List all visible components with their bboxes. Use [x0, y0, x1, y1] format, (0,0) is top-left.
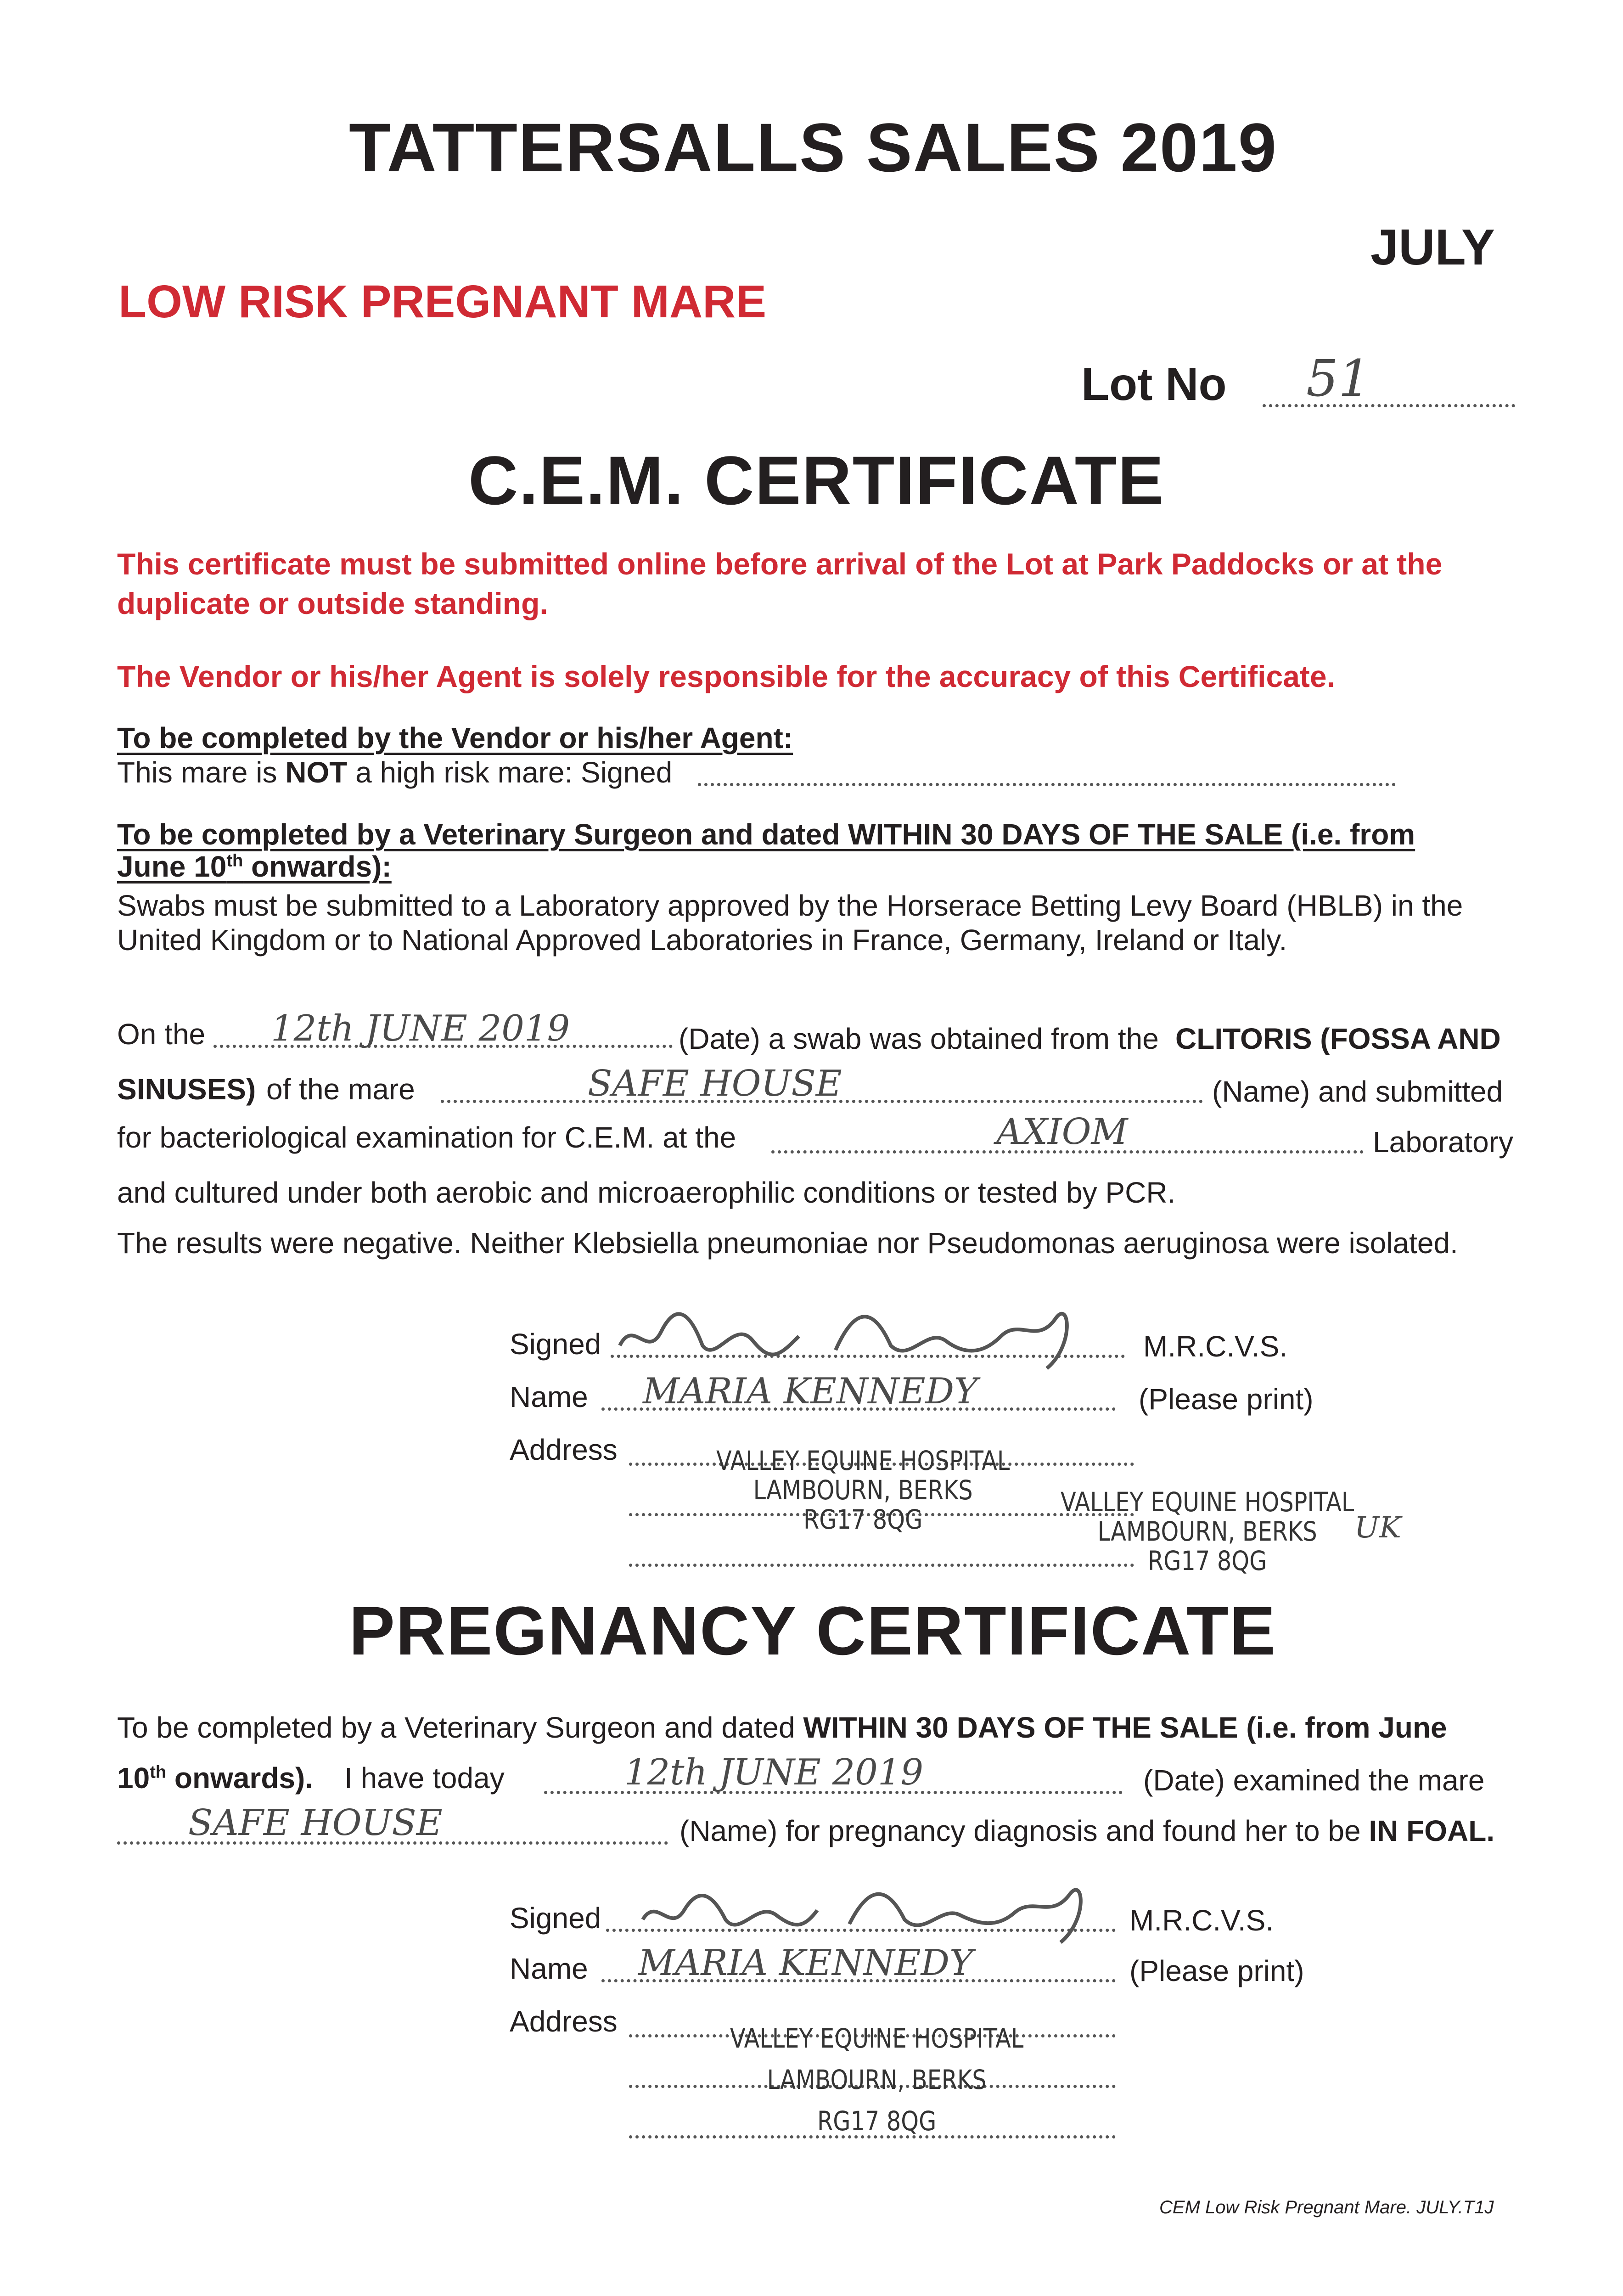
pregnancy-line2-onwards: onwards). [166, 1761, 314, 1795]
pregnancy-name-label: Name [510, 1952, 588, 1985]
pregnancy-line1 [117, 1711, 1447, 1745]
vendor-line-not: NOT [285, 756, 348, 789]
cem-stamp-2-line1: VALLEY EQUINE HOSPITAL [1061, 1486, 1354, 1518]
culture-text: and cultured under both aerobic and microaerophilic conditions or tested by PCR. [117, 1176, 1176, 1209]
pregnancy-line1-text: To be completed by a Veterinary Surgeon and dated [117, 1711, 803, 1744]
cem-please-print: (Please print) [1139, 1383, 1314, 1416]
pregnancy-signed-label: Signed [510, 1902, 601, 1935]
cem-name-suffix: (Name) and submitted [1212, 1075, 1503, 1108]
pregnancy-stamp [730, 2018, 1023, 2142]
pregnancy-vet-name: MARIA KENNEDY [638, 1942, 973, 1984]
vendor-signature-line[interactable] [698, 783, 1396, 786]
pregnancy-address-label: Address [510, 2005, 618, 2038]
cem-date-suffix: (Date) a swab was obtained from the [679, 1022, 1159, 1055]
pregnancy-date-suffix: (Date) examined the mare [1143, 1764, 1485, 1797]
vendor-declaration [117, 755, 672, 789]
swab-text-line2: United Kingdom or to National Approved Laboratories in France, Germany, Ireland or Italy. [117, 923, 1287, 957]
cem-warning-submission: This certificate must be submitted online before arrival of the Lot at Park Paddocks or at the duplicate or outside standing. [117, 547, 1443, 620]
swab-text-line1: Swabs must be submitted to a Laboratory approved by the Horserace Betting Levy Board (HBLB) in the [117, 889, 1463, 922]
cem-stamp-2-line3: RG17 8QG [1148, 1545, 1267, 1576]
vet-heading-june: June 10 [117, 850, 227, 883]
cem-mrcvs: M.R.C.V.S. [1143, 1330, 1288, 1363]
form-code: CEM Low Risk Pregnant Mare. JULY.T1J [1159, 2197, 1494, 2217]
pregnancy-date-value: 12th JUNE 2019 [624, 1752, 924, 1793]
cem-stamp-2-line2: LAMBOURN, BERKS [1097, 1515, 1317, 1547]
exam-text: for bacteriological examination for C.E.M. at the [117, 1121, 736, 1154]
cem-stamp-1-line3: RG17 8QG [803, 1503, 923, 1535]
pregnancy-in-foal: IN FOAL. [1369, 1814, 1495, 1847]
cem-lab-value: AXIOM [996, 1111, 1128, 1153]
cem-address-line3[interactable] [629, 1564, 1134, 1567]
cem-address-label: Address [510, 1433, 618, 1466]
results-text: The results were negative. Neither Klebsiella pneumoniae nor Pseudomonas aeruginosa were isolated. [117, 1227, 1458, 1260]
sale-month: JULY [1370, 219, 1495, 276]
cem-vet-name: MARIA KENNEDY [643, 1371, 978, 1412]
lab-suffix: Laboratory [1373, 1125, 1513, 1159]
pregnancy-stamp-line3: RG17 8QG [817, 2105, 937, 2137]
pregnancy-vet-signature [638, 1869, 1120, 1947]
pregnancy-please-print: (Please print) [1129, 1954, 1304, 1987]
lot-dotted-line [1263, 404, 1515, 407]
cem-vet-signature [615, 1290, 1120, 1373]
vet-heading-line2 [117, 850, 392, 884]
cem-name-label: Name [510, 1380, 588, 1413]
of-the-mare-label: of the mare [266, 1073, 415, 1106]
cem-stamp-2 [1061, 1488, 1354, 1576]
lot-label: Lot No [1081, 359, 1227, 410]
pregnancy-stamp-line2: LAMBOURN, BERKS [767, 2064, 987, 2095]
swab-site-part1: CLITORIS (FOSSA AND [1175, 1022, 1501, 1055]
pregnancy-diagnosis-text [680, 1814, 1494, 1848]
swab-site-part2: SINUSES) [117, 1073, 256, 1106]
pregnancy-line1-bold: WITHIN 30 DAYS OF THE SALE (i.e. from June [803, 1711, 1447, 1744]
cem-warning-accuracy: The Vendor or his/her Agent is solely responsible for the accuracy of this Certificate. [117, 659, 1335, 693]
cem-country-note: UK [1354, 1511, 1401, 1545]
cem-date-value: 12th JUNE 2019 [271, 1008, 570, 1049]
sale-title: TATTERSALLS SALES 2019 [349, 109, 1278, 186]
vet-heading-line1: To be completed by a Veterinary Surgeon and dated WITHIN 30 DAYS OF THE SALE (i.e. from [117, 818, 1415, 851]
cem-stamp-1-line2: LAMBOURN, BERKS [753, 1474, 973, 1506]
pregnancy-stamp-line1: VALLEY EQUINE HOSPITAL [730, 2023, 1024, 2054]
cem-title: C.E.M. CERTIFICATE [468, 442, 1165, 519]
pregnancy-line2-sup: th [150, 1762, 167, 1782]
on-the-label: On the [117, 1018, 206, 1051]
pregnancy-today-label: I have today [344, 1761, 505, 1795]
category-label: LOW RISK PREGNANT MARE [118, 276, 767, 327]
lot-number: 51 [1306, 349, 1370, 408]
cem-stamp-1-line1: VALLEY EQUINE HOSPITAL [716, 1445, 1010, 1476]
cem-signed-label: Signed [510, 1328, 601, 1361]
vendor-heading: To be completed by the Vendor or his/her Agent: [117, 721, 793, 754]
vendor-line-signed: a high risk mare: Signed [347, 756, 673, 789]
pregnancy-line2-ten: 10 [117, 1761, 150, 1795]
pregnancy-title: PREGNANCY CERTIFICATE [349, 1592, 1276, 1669]
pregnancy-diagnosis-pre: (Name) for pregnancy diagnosis and found her to be [680, 1814, 1369, 1847]
vendor-line-text: This mare is [117, 756, 286, 789]
pregnancy-line2 [117, 1761, 313, 1795]
cem-mare-name: SAFE HOUSE [588, 1063, 842, 1104]
cem-stamp-1 [716, 1446, 1010, 1534]
vet-heading-sup: th [226, 851, 243, 871]
pregnancy-mare-name: SAFE HOUSE [188, 1802, 443, 1844]
vet-heading-onwards: onwards): [243, 850, 392, 883]
pregnancy-mrcvs: M.R.C.V.S. [1129, 1904, 1274, 1937]
